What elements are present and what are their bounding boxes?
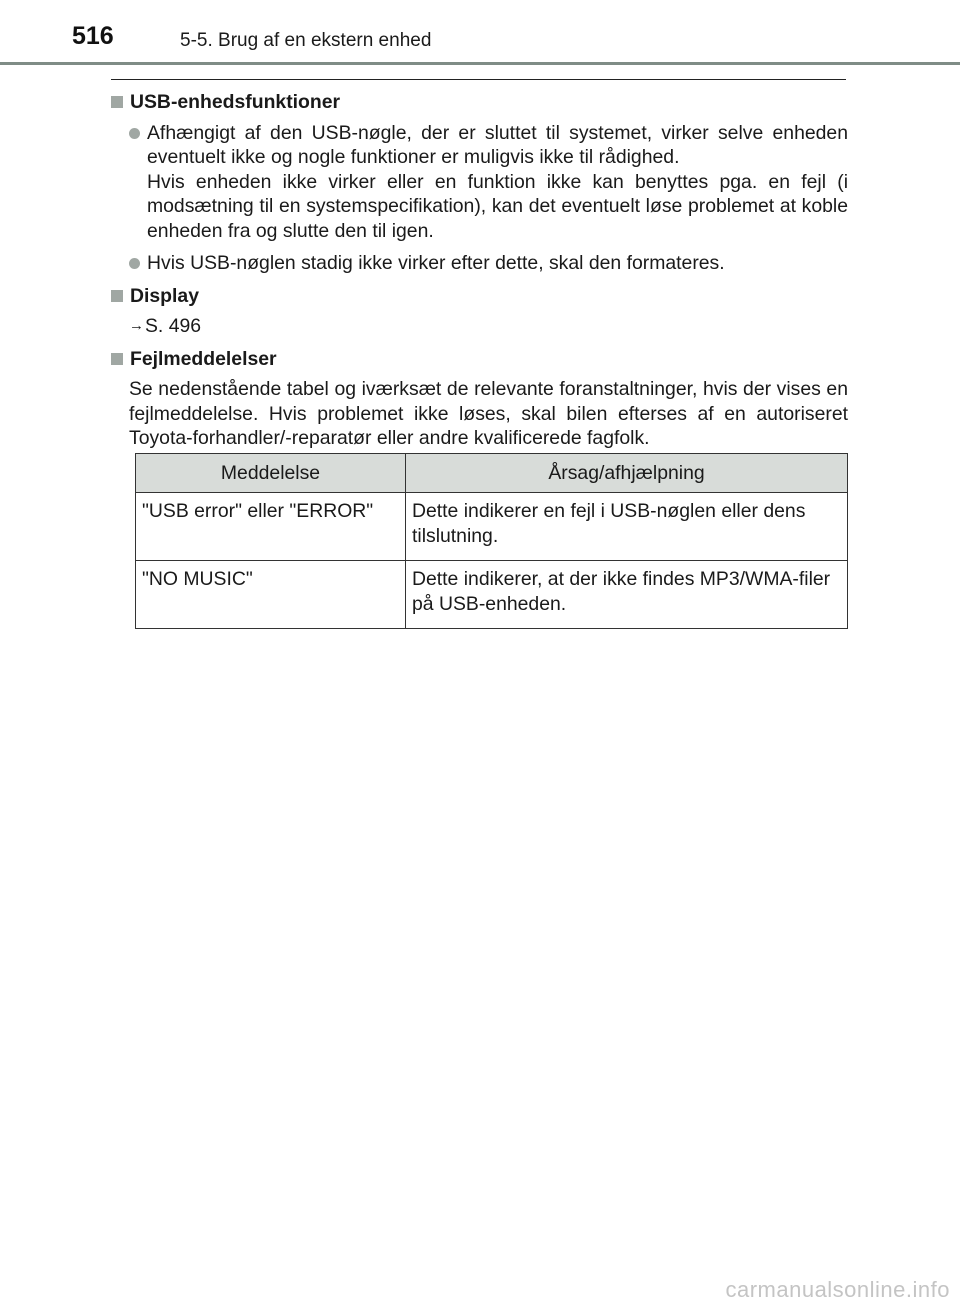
table-cell-message: "NO MUSIC"	[136, 561, 406, 629]
section-heading	[111, 90, 848, 115]
circle-bullet-icon	[129, 258, 140, 269]
page-header	[0, 0, 960, 64]
content-rule	[111, 79, 846, 80]
section-heading-text: USB-enhedsfunktioner	[130, 91, 341, 113]
bullet-paragraph: Afhængigt af den USB-nøgle, der er sluttet til systemet, virker selve enheden eventuelt ikke og nogle funktioner er muligvis ikke til rådighed.	[147, 121, 848, 168]
arrow-right-icon: →	[129, 317, 144, 334]
error-message-table	[135, 453, 848, 629]
section-title: 5-5. Brug af en ekstern enhed	[180, 30, 432, 51]
table-header-cell: Årsag/afhjælpning	[406, 454, 848, 493]
square-bullet-icon	[111, 290, 123, 302]
section-heading	[111, 284, 848, 309]
bullet-item	[111, 251, 848, 276]
table-cell-message: "USB error" eller "ERROR"	[136, 493, 406, 561]
watermark: carmanualsonline.info	[725, 1277, 950, 1302]
header-rule	[0, 62, 960, 65]
table-header-cell: Meddelelse	[136, 454, 406, 493]
table-row	[136, 493, 848, 561]
section-paragraph: Se nedenstående tabel og iværksæt de relevante foranstaltninger, hvis der vises en fejlmeddelelse. Hvis problemet ikke løses, skal bilen efterses af en autoriseret Toyota-forhandler/-reparatør eller andre kvalificerede fagfolk.	[129, 378, 848, 449]
bullet-body	[147, 121, 848, 244]
bullet-paragraph: Hvis USB-nøglen stadig ikke virker efter dette, skal den formateres.	[147, 252, 725, 274]
table-row	[136, 561, 848, 629]
table-header-row	[136, 454, 848, 493]
bullet-body	[147, 251, 848, 276]
circle-bullet-icon	[129, 128, 140, 139]
section-heading-text: Display	[130, 284, 199, 307]
square-bullet-icon	[111, 353, 123, 365]
page-reference-text: S. 496	[145, 315, 202, 337]
page-reference[interactable]	[129, 314, 848, 339]
page-number: 516	[72, 22, 114, 50]
section-heading-text: Fejlmeddelelser	[130, 347, 277, 370]
bullet-paragraph: Hvis enheden ikke virker eller en funktion ikke kan benyttes pga. en fejl (i modsætning til en systemspecifikation), kan det eventuelt løse problemet at koble enheden fra og slutte den til igen.	[147, 170, 848, 242]
square-bullet-icon	[111, 96, 123, 108]
section-heading	[111, 347, 848, 372]
table-cell-remedy: Dette indikerer, at der ikke findes MP3/WMA-filer på USB-enheden.	[406, 561, 848, 629]
content	[111, 90, 848, 465]
bullet-item	[111, 121, 848, 244]
table-cell-remedy: Dette indikerer en fejl i USB-nøglen eller dens tilslutning.	[406, 493, 848, 561]
